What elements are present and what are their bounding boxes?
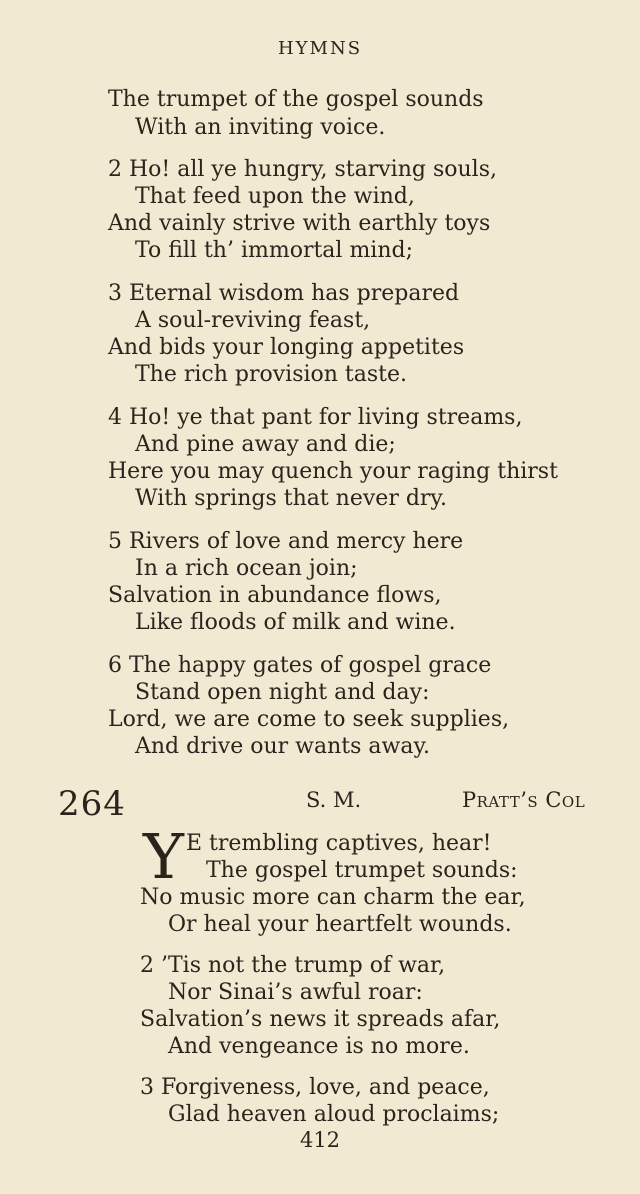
verse-line: And vainly strive with earthly toys	[108, 211, 491, 236]
drop-cap: Y	[143, 820, 184, 893]
verse-line: 3 Eternal wisdom has prepared	[108, 281, 460, 306]
verse-line: With springs that never dry.	[135, 486, 447, 511]
verse-line: With an inviting voice.	[135, 115, 386, 140]
verse-line: Like floods of milk and wine.	[135, 610, 456, 635]
verse-line: 3 Forgiveness, love, and peace,	[140, 1075, 490, 1100]
verse-line: Salvation in abundance flows,	[108, 583, 442, 608]
verse-line: Here you may quench your raging thirst	[108, 459, 558, 484]
verse-line: 6 The happy gates of gospel grace	[108, 653, 492, 678]
verse-line: No music more can charm the ear,	[140, 885, 526, 910]
verse-line: And drive our wants away.	[135, 734, 430, 759]
verse-line: Or heal your heartfelt wounds.	[168, 912, 512, 937]
verse-line: 4 Ho! ye that pant for living streams,	[108, 405, 523, 430]
verse-line: In a rich ocean join;	[135, 556, 358, 581]
verse-line: E trembling captives, hear!	[186, 831, 492, 856]
verse-line: And bids your longing appetites	[108, 335, 465, 360]
verse-line: And pine away and die;	[135, 432, 396, 457]
verse-line: 2 ’Tis not the trump of war,	[140, 953, 446, 978]
verse-line: A soul-reviving feast,	[135, 308, 371, 333]
hymn-number: 264	[58, 784, 126, 824]
verse-line: Glad heaven aloud proclaims;	[168, 1102, 500, 1127]
verse-line: The gospel trumpet sounds:	[206, 858, 518, 883]
verse-line: Nor Sinai’s awful roar:	[168, 980, 423, 1005]
page-number: 412	[299, 1128, 341, 1152]
verse-line: That feed upon the wind,	[135, 184, 415, 209]
verse-line: 2 Ho! all ye hungry, starving souls,	[108, 157, 497, 182]
verse-line: The trumpet of the gospel sounds	[108, 87, 484, 112]
verse-line: Lord, we are come to seek supplies,	[108, 707, 510, 732]
verse-line: 5 Rivers of love and mercy here	[108, 529, 464, 554]
hymn-tune: Pratt’s Col	[462, 788, 586, 812]
verse-line: And vengeance is no more.	[168, 1034, 470, 1059]
hymn-meter: S. M.	[306, 788, 362, 812]
verse-line: Salvation’s news it spreads afar,	[140, 1007, 501, 1032]
verse-line: Stand open night and day:	[135, 680, 430, 705]
verse-line: The rich provision taste.	[135, 362, 408, 387]
verse-line: To fill th’ immortal mind;	[135, 238, 414, 263]
running-header: HYMNS	[277, 38, 363, 59]
